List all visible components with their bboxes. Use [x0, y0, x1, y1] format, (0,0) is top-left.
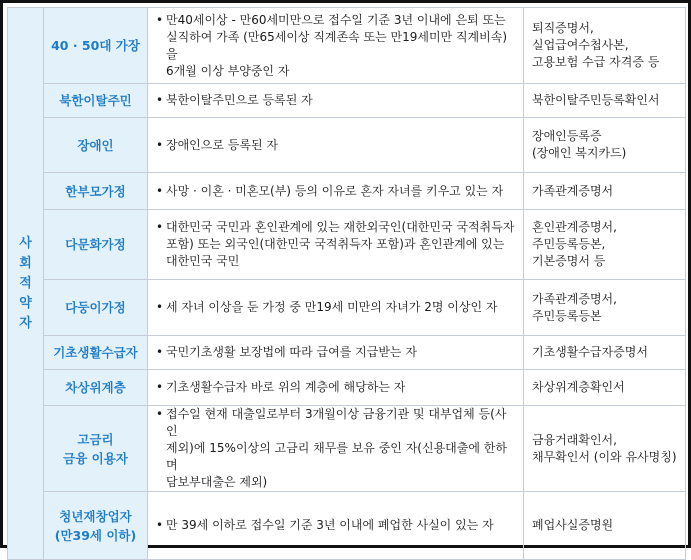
- table-row: [8, 8, 686, 84]
- category-cell: [44, 336, 148, 370]
- category-cell: [44, 280, 148, 336]
- description-text: 세 자녀 이상을 둔 가정 중 만19세 미만의 자녀가 2명 이상인 자: [166, 300, 498, 314]
- bullet: •: [156, 93, 164, 107]
- table-row: [8, 492, 686, 560]
- documents-text: 차상위계층확인서: [532, 380, 625, 394]
- category-cell: [44, 210, 148, 280]
- bullet: •: [156, 183, 164, 198]
- description-text: 접수일 현재 대출일로부터 3개월이상 금융기관 및 대부업체 등(사인 제외)에 15%이상의 고금리 채무를 보유 중인 자(신용대출에 한하며 담보부대출은 제외): [166, 407, 507, 489]
- documents-cell: [524, 492, 686, 560]
- documents-text: 가족관계증명서, 주민등록등본: [532, 291, 617, 323]
- documents-text: 혼인관계증명서, 주민등록등본, 기본증명서 등: [532, 220, 617, 268]
- category-cell: [44, 118, 148, 173]
- table-row: [8, 210, 686, 280]
- category-cell: [44, 173, 148, 210]
- bullet: •: [156, 220, 164, 234]
- documents-text: 장애인등록증 (장애인 복지카드): [532, 129, 627, 160]
- bullet: •: [156, 345, 164, 359]
- category-label: 청년재창업자 (만39세 이하): [54, 508, 137, 543]
- table-row: [8, 336, 686, 370]
- description-cell: [148, 118, 524, 173]
- table-row: [8, 173, 686, 210]
- documents-text: 북한이탈주민등록확인서: [532, 93, 660, 107]
- category-label: 한부모가정: [65, 183, 126, 199]
- category-label: 다둥이가정: [65, 300, 126, 315]
- documents-cell: [524, 210, 686, 280]
- category-label: 북한이탈주민: [59, 93, 132, 108]
- group-label-char: 자: [19, 315, 32, 331]
- description-cell: [148, 173, 524, 210]
- description-text: 장애인으로 등록된 자: [166, 137, 278, 152]
- description-text: 만 39세 이하로 접수일 기준 3년 이내에 폐업한 사실이 있는 자: [166, 518, 494, 532]
- documents-cell: [524, 84, 686, 118]
- documents-text: 금융거래확인서, 채무확인서 (이와 유사명칭): [532, 432, 677, 464]
- table-row: [8, 118, 686, 173]
- bullet: •: [156, 300, 164, 314]
- bullet: •: [156, 407, 164, 421]
- documents-cell: [524, 370, 686, 406]
- table-row: [8, 84, 686, 118]
- category-label: 다문화가정: [65, 237, 126, 252]
- description-cell: [148, 370, 524, 406]
- documents-cell: [524, 280, 686, 336]
- bullet: •: [156, 518, 164, 532]
- description-text: 국민기초생활 보장법에 따라 급여를 지급받는 자: [166, 345, 417, 359]
- documents-cell: [524, 406, 686, 492]
- description-cell: [148, 492, 524, 560]
- documents-cell: [524, 8, 686, 84]
- description-cell: [148, 210, 524, 280]
- description-cell: [148, 280, 524, 336]
- group-label-char: 적: [19, 275, 32, 291]
- description-cell: [148, 84, 524, 118]
- category-label: 40 · 50대 가장: [51, 38, 140, 53]
- description-text: 사망 · 이혼 · 미혼모(부) 등의 이유로 혼자 자녀를 키우고 있는 자: [166, 183, 504, 198]
- group-label-char: 약: [19, 295, 32, 311]
- category-cell: [44, 492, 148, 560]
- table-row: [8, 280, 686, 336]
- group-label-char: 사: [19, 235, 32, 251]
- documents-cell: [524, 336, 686, 370]
- description-text: 기초생활수급자 바로 위의 계층에 해당하는 자: [166, 380, 406, 394]
- documents-cell: [524, 118, 686, 173]
- group-label-social-vulnerable: [8, 8, 44, 560]
- group-label-char: 회: [19, 255, 32, 271]
- category-cell: [44, 84, 148, 118]
- category-cell: [44, 370, 148, 406]
- description-text: 만40세이상 - 만60세미만으로 접수일 기준 3년 이내에 은퇴 또는 실직하여 가족 (만65세이상 직계존속 또는 만19세미만 직계비속)을 6개월 이상 부양중인 자: [166, 12, 507, 78]
- table-row: [8, 406, 686, 492]
- documents-text: 기초생활수급자증명서: [532, 345, 648, 359]
- category-label: 장애인: [77, 137, 114, 153]
- category-label: 기초생활수급자: [53, 345, 138, 360]
- bullet: •: [156, 12, 164, 27]
- documents-text: 퇴직증명서, 실업급여수첩사본, 고용보험 수급 자격증 등: [532, 21, 660, 69]
- documents-cell: [524, 173, 686, 210]
- table-row: [8, 370, 686, 406]
- category-cell: [44, 406, 148, 492]
- description-cell: [148, 336, 524, 370]
- bullet: •: [156, 137, 164, 152]
- category-cell: [44, 8, 148, 84]
- category-label: 차상위계층: [65, 380, 126, 395]
- documents-text: 가족관계증명서: [532, 183, 614, 198]
- description-text: 대한민국 국민과 혼인관계에 있는 재한외국인(대한민국 국적취득자 포함) 또는 외국인(대한민국 국적취득자 포함)과 혼인관계에 있는 대한민국 국민: [166, 220, 515, 268]
- eligibility-table: [7, 7, 686, 560]
- description-text: 북한이탈주민으로 등록된 자: [166, 93, 313, 107]
- documents-text: 폐업사실증명원: [532, 518, 614, 532]
- description-cell: [148, 406, 524, 492]
- bullet: •: [156, 380, 164, 394]
- category-label: 고금리 금융 이용자: [63, 431, 128, 466]
- description-cell: [148, 8, 524, 84]
